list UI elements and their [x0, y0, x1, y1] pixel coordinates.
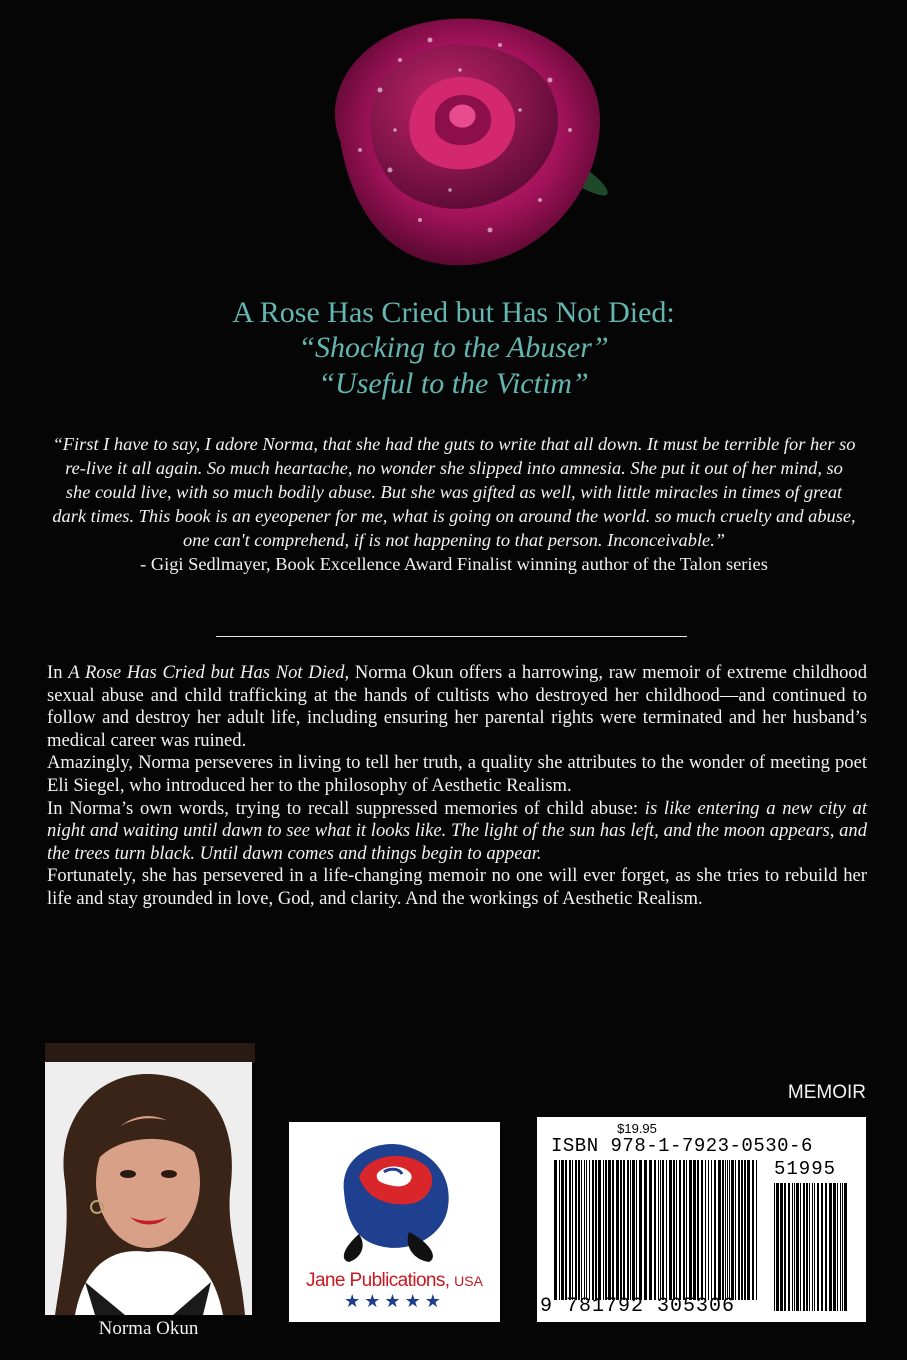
barcode-bar — [658, 1160, 659, 1300]
barcode-bar — [741, 1160, 743, 1300]
barcode-bar — [644, 1160, 647, 1300]
barcode-bar — [569, 1160, 571, 1300]
barcode-bar — [701, 1160, 703, 1300]
barcode-bar — [711, 1160, 712, 1300]
description-text: In Norma’s own words, trying to recall suppressed memories of child abuse: — [47, 797, 645, 819]
barcode-bar — [725, 1160, 726, 1300]
barcode-bar — [612, 1160, 614, 1300]
endorsement-attribution: - Gigi Sedlmayer, Book Excellence Award Finalist winning author of the Talon series — [140, 554, 768, 574]
tagline-victim: “Useful to the Victim” — [318, 367, 589, 400]
barcode-bar — [812, 1183, 813, 1311]
barcode-bar — [788, 1183, 790, 1311]
barcode-bar — [776, 1183, 779, 1311]
barcode-bar — [584, 1160, 585, 1300]
barcode-bar — [565, 1160, 567, 1300]
barcode-bar — [784, 1183, 786, 1311]
barcode-bar — [738, 1160, 740, 1300]
publisher-rose-icon — [289, 1122, 500, 1272]
barcode-bar — [673, 1160, 675, 1300]
barcode-bar — [616, 1160, 619, 1300]
barcode-bar — [744, 1160, 746, 1300]
barcode-bar — [731, 1160, 734, 1300]
barcode-bar — [632, 1160, 635, 1300]
barcode-bar — [572, 1160, 573, 1300]
rose-illustration — [300, 0, 630, 280]
barcode-bar — [605, 1160, 607, 1300]
barcode-bar — [747, 1160, 750, 1300]
barcode-bar — [705, 1160, 706, 1300]
barcode-bar — [581, 1160, 582, 1300]
barcode-bar — [636, 1160, 637, 1300]
barcode-bar — [662, 1160, 664, 1300]
barcode-bar — [559, 1160, 560, 1300]
barcode-bar — [780, 1183, 783, 1311]
barcode-bar — [756, 1160, 757, 1300]
barcode-bar — [689, 1160, 692, 1300]
author-portrait — [45, 1062, 252, 1315]
publisher-name — [289, 1270, 500, 1292]
publisher-stars: ★★★★★ — [344, 1291, 445, 1311]
barcode-bar — [840, 1183, 841, 1311]
barcode-bar — [829, 1183, 832, 1311]
barcode-bar — [683, 1160, 685, 1300]
barcode-bar — [821, 1183, 823, 1311]
barcode-bar — [686, 1160, 687, 1300]
barcode-bar — [844, 1183, 847, 1311]
book-title: A Rose Has Cried but Has Not Died: — [232, 296, 675, 329]
barcode-bar — [842, 1183, 843, 1311]
description-paragraph — [47, 662, 867, 752]
barcode-bar — [627, 1160, 629, 1300]
barcode-bar — [708, 1160, 709, 1300]
barcode-bar — [814, 1183, 815, 1311]
barcode-bar — [837, 1183, 838, 1311]
barcode-bar — [806, 1183, 808, 1311]
barcode-bar — [608, 1160, 611, 1300]
photo-frame-strip — [45, 1043, 255, 1063]
barcode-bar — [792, 1183, 793, 1311]
barcode-bar — [714, 1160, 716, 1300]
price-label: $19.95 — [617, 1121, 657, 1136]
barcode-bar — [825, 1183, 827, 1311]
title-block — [0, 296, 907, 402]
publisher-name-text: Jane Publications, — [306, 1270, 450, 1291]
barcode-bar — [794, 1183, 795, 1311]
barcode-bar — [620, 1160, 622, 1300]
barcode-bar — [697, 1160, 699, 1300]
barcode-bar — [654, 1160, 656, 1300]
barcode-bar — [727, 1160, 728, 1300]
barcode-bar — [803, 1183, 805, 1311]
barcode-bar — [586, 1160, 587, 1300]
barcode-bar — [800, 1183, 801, 1311]
barcode-bar — [630, 1160, 631, 1300]
description-quote: is like entering a new city at night and waiting until dawn to see what it looks like. The light of the sun has left, and the moon appears, and the trees turn black. Until dawn comes and things begin to appear. — [47, 797, 867, 864]
barcode-addon-bars — [774, 1183, 850, 1311]
description-title: A Rose Has Cried but Has Not Died — [68, 662, 345, 683]
barcode-bar — [676, 1160, 677, 1300]
description-text: In — [47, 662, 69, 683]
publisher-country: USA — [454, 1273, 483, 1289]
barcode-bar — [718, 1160, 721, 1300]
description-paragraph: Amazingly, Norma perseveres in living to tell her truth, a quality she attributes to the wonder of meeting poet Eli Siegel, who introduced her to the philosophy of Aesthetic Realism. — [47, 752, 867, 796]
barcode-bar — [578, 1160, 580, 1300]
barcode-bar — [729, 1160, 730, 1300]
description-text: , Norma Okun offers a harrowing, raw memoir of extreme childhood sexual abuse and child trafficking at the hands of cultists who destroyed her childhood—and continued to follow and destroy her adult life, including ensuring her parental rights were terminated and her husband’s medical career was ruined. — [47, 662, 868, 751]
barcode-bar — [623, 1160, 625, 1300]
barcode-bar — [774, 1183, 775, 1311]
price-addon-digits: 51995 — [774, 1158, 837, 1180]
barcode-bar — [809, 1183, 810, 1311]
barcode-bar — [603, 1160, 604, 1300]
barcode-bar — [575, 1160, 577, 1300]
ean-leading-digit: 9 — [540, 1295, 554, 1318]
barcode-bar — [666, 1160, 667, 1300]
barcode-bar — [598, 1160, 601, 1300]
endorsement-block — [52, 432, 856, 576]
barcode-bar — [669, 1160, 672, 1300]
author-name: Norma Okun — [98, 1318, 199, 1339]
barcode-bar — [649, 1160, 652, 1300]
author-photo — [45, 1062, 252, 1315]
barcode-bar — [722, 1160, 724, 1300]
divider — [216, 636, 687, 637]
barcode-bar — [817, 1183, 819, 1311]
barcode-bar — [752, 1160, 754, 1300]
barcode-bar — [693, 1160, 696, 1300]
book-description — [47, 662, 867, 911]
barcode-bar — [554, 1160, 557, 1300]
barcode-main-bars — [554, 1160, 759, 1300]
barcode-bar — [639, 1160, 642, 1300]
barcode-bar — [679, 1160, 681, 1300]
isbn-label: ISBN 978-1-7923-0530-6 — [551, 1135, 813, 1157]
barcode-bar — [660, 1160, 661, 1300]
ean-digits — [540, 1295, 735, 1318]
barcode-bar — [592, 1160, 594, 1300]
tagline-abuser: “Shocking to the Abuser” — [298, 331, 609, 364]
description-paragraph — [47, 798, 867, 866]
barcode-bar — [796, 1183, 799, 1311]
endorsement-quote: “First I have to say, I adore Norma, that she had the guts to write that all down. It must be terrible for her so re-live it all again. So much heartache, no wonder she slipped into amnesia. She put it out of her mind, so she could live, with so much bodily abuse. But she was gifted as well, with little miracles in times of great dark times. This book is an eyeopener for me, what is going on around the world. so much cruelty and abuse, one can't comprehend, if is not happening to that person. Inconceivable.” — [52, 434, 856, 550]
barcode-bar — [735, 1160, 736, 1300]
barcode-bar — [595, 1160, 597, 1300]
genre-label: MEMOIR — [787, 1082, 866, 1103]
barcode-bar — [833, 1183, 836, 1311]
barcode-bar — [589, 1160, 590, 1300]
ean-digit-groups: 781792 305306 — [566, 1295, 736, 1318]
description-paragraph: Fortunately, she has persevered in a life-changing memoir no one will ever forget, as she tries to rebuild her life and stay grounded in love, God, and clarity. And the workings of Aesthetic Realism. — [47, 865, 867, 909]
barcode-bar — [561, 1160, 564, 1300]
